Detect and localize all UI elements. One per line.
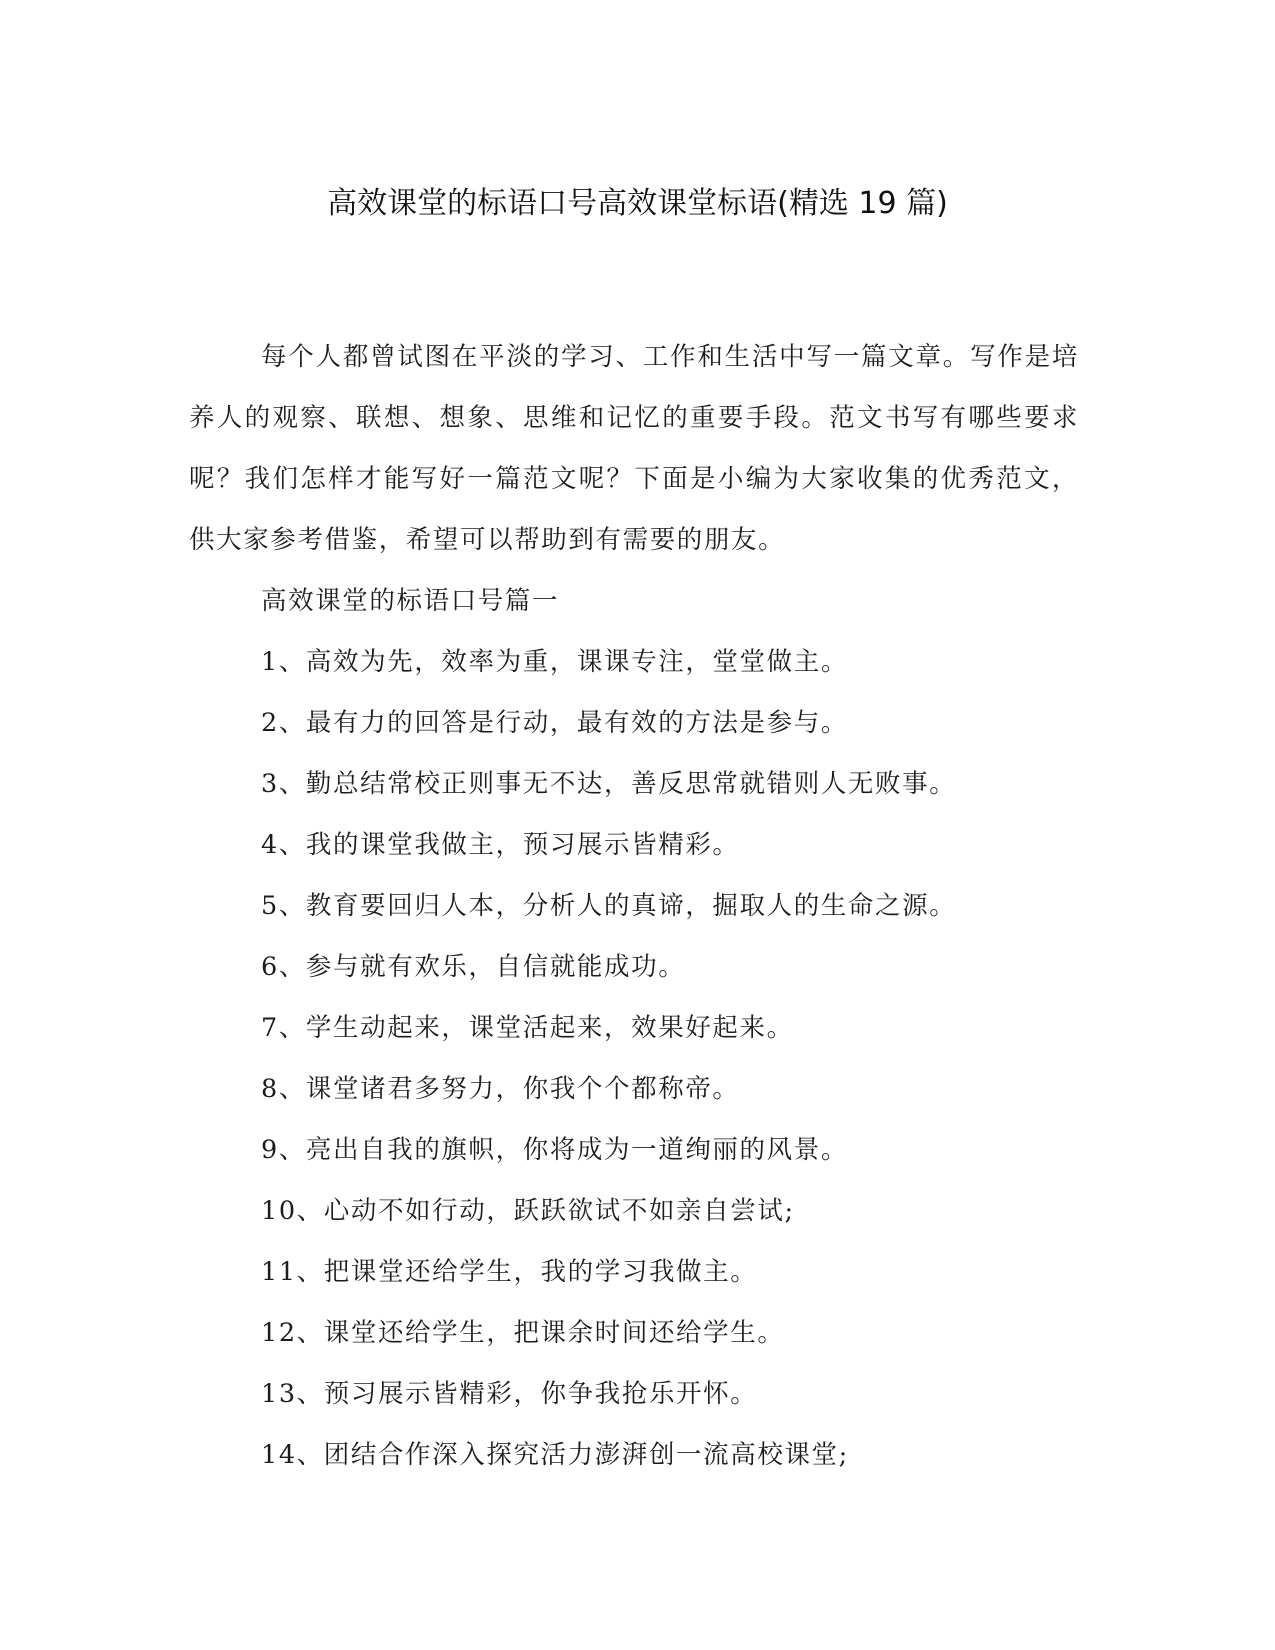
list-item: 1、高效为先，效率为重，课课专注，堂堂做主。	[261, 647, 848, 677]
list-item: 13、预习展示皆精彩，你争我抢乐开怀。	[261, 1379, 758, 1409]
list-item: 8、课堂诸君多努力，你我个个都称帝。	[261, 1074, 740, 1104]
list-item: 12、课堂还给学生，把课余时间还给学生。	[261, 1318, 785, 1348]
page-title: 高效课堂的标语口号高效课堂标语(精选 19 篇)	[327, 186, 948, 221]
section-heading: 高效课堂的标语口号篇一	[261, 586, 560, 616]
list-item: 5、教育要回归人本，分析人的真谛，掘取人的生命之源。	[261, 891, 957, 921]
list-item: 6、参与就有欢乐，自信就能成功。	[261, 952, 686, 982]
list-item: 2、最有力的回答是行动，最有效的方法是参与。	[261, 708, 848, 738]
list-item: 3、勤总结常校正则事无不达，善反思常就错则人无败事。	[261, 769, 957, 799]
list-item: 4、我的课堂我做主，预习展示皆精彩。	[261, 830, 740, 860]
list-item: 10、心动不如行动，跃跃欲试不如亲自尝试;	[261, 1196, 795, 1226]
intro-paragraph: 每个人都曾试图在平淡的学习、工作和生活中写一篇文章。写作是培养人的观察、联想、想象、思维和记忆的重要手段。范文书写有哪些要求呢？我们怎样才能写好一篇范文呢？下面是小编为大家收集的优秀范文，供大家参考借鉴，希望可以帮助到有需要的朋友。	[189, 342, 1079, 555]
document-body	[189, 327, 1079, 1486]
list-item: 11、把课堂还给学生，我的学习我做主。	[261, 1257, 758, 1287]
list-item: 9、亮出自我的旗帜，你将成为一道绚丽的风景。	[261, 1135, 848, 1165]
list-item: 7、学生动起来，课堂活起来，效果好起来。	[261, 1013, 794, 1043]
list-item: 14、团结合作深入探究活力澎湃创一流高校课堂;	[261, 1440, 849, 1470]
